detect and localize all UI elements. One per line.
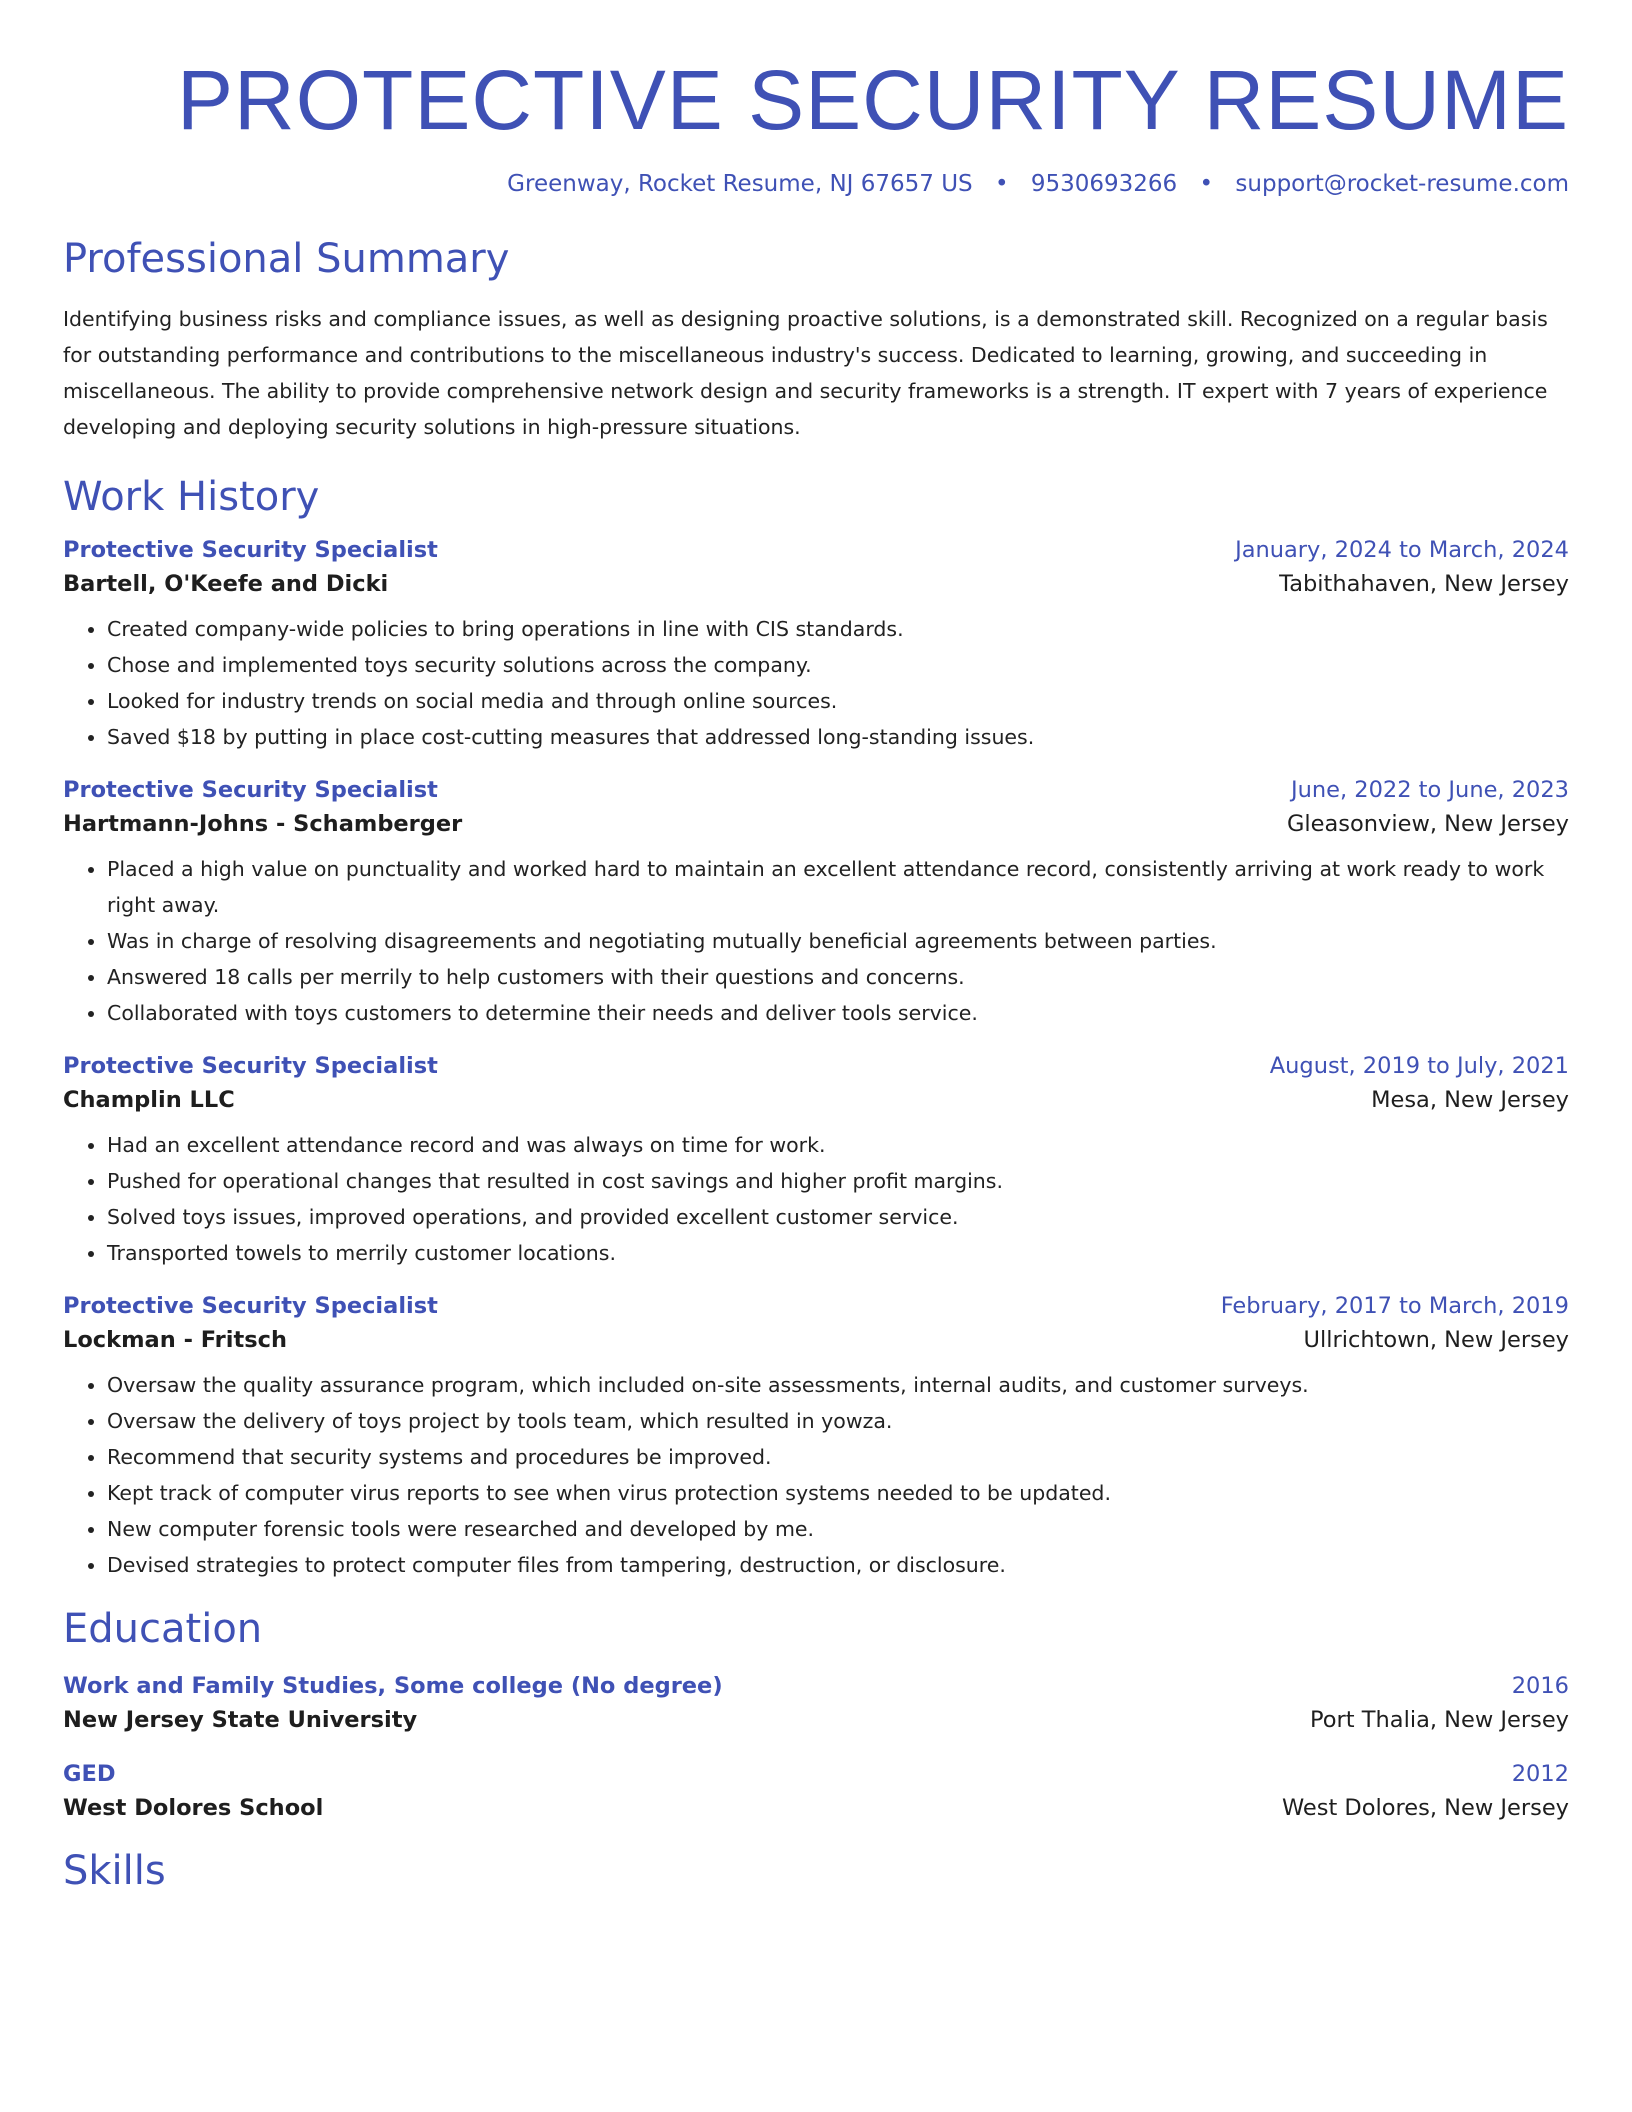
job-title: Protective Security Specialist — [63, 1052, 438, 1079]
job-location: Tabithahaven, New Jersey — [1279, 570, 1569, 597]
job-employer: Lockman - Fritsch — [63, 1326, 287, 1353]
job-employer: Hartmann-Johns - Schamberger — [63, 810, 463, 837]
education-year: 2016 — [1511, 1672, 1569, 1699]
job-location: Ullrichtown, New Jersey — [1303, 1326, 1569, 1353]
summary-text: Identifying business risks and compliance issues, as well as designing proactive solutions, is a demonstrated skill. Recognized on a regular basis for outstanding performance and contributions to the miscellaneous industry's success. Dedicated to learning, growing, and succeeding in miscellaneous. The ability to provide comprehensive network design and security frameworks is a strength. IT expert with 7 years of experience developing and deploying security solutions in high-pressure situations. — [63, 306, 1548, 439]
education-degree: GED — [63, 1760, 116, 1787]
job-bullet: • Oversaw the quality assurance program, which included on-site assessments, internal audits, and customer surveys. — [107, 1367, 1569, 1403]
contact-phone: 9530693266 — [1030, 170, 1178, 197]
job-employer: Bartell, O'Keefe and Dicki — [63, 570, 389, 597]
contact-line — [63, 171, 1569, 197]
job-bullet: • Recommend that security systems and procedures be improved. — [107, 1439, 1569, 1475]
job-title: Protective Security Specialist — [63, 776, 438, 803]
job-bullet: • Oversaw the delivery of toys project by tools team, which resulted in yowza. — [107, 1403, 1569, 1439]
job-bullet: • Chose and implemented toys security solutions across the company. — [107, 647, 1569, 683]
education-school: West Dolores School — [63, 1794, 324, 1821]
job-bullet: • Answered 18 calls per merrily to help customers with their questions and concerns. — [107, 959, 1569, 995]
resume-title: PROTECTIVE SECURITY RESUME — [177, 53, 1569, 147]
job-title: Protective Security Specialist — [63, 536, 438, 563]
job-bullet: • Transported towels to merrily customer locations. — [107, 1235, 1569, 1271]
job-bullets — [63, 851, 1569, 1031]
work-history-heading: Work History — [63, 473, 320, 520]
job-dates: June, 2022 to June, 2023 — [1290, 776, 1569, 803]
work-history-list — [63, 537, 1569, 1583]
job-title: Protective Security Specialist — [63, 1292, 438, 1319]
separator-dot: • — [994, 170, 1009, 197]
job-bullet: • Created company-wide policies to bring operations in line with CIS standards. — [107, 611, 1569, 647]
job-dates: August, 2019 to July, 2021 — [1269, 1052, 1569, 1079]
education-location: West Dolores, New Jersey — [1281, 1794, 1569, 1821]
job-bullet: • Collaborated with toys customers to determine their needs and deliver tools service. — [107, 995, 1569, 1031]
job-entry — [63, 777, 1569, 1031]
job-bullet: • New computer forensic tools were researched and developed by me. — [107, 1511, 1569, 1547]
job-entry — [63, 1293, 1569, 1583]
job-bullet: • Looked for industry trends on social media and through online sources. — [107, 683, 1569, 719]
education-school: New Jersey State University — [63, 1706, 418, 1733]
job-bullets — [63, 1367, 1569, 1583]
education-heading: Education — [63, 1605, 263, 1652]
job-bullet: • Was in charge of resolving disagreements and negotiating mutually beneficial agreements between parties. — [107, 923, 1569, 959]
job-bullet: • Saved $18 by putting in place cost-cutting measures that addressed long-standing issues. — [107, 719, 1569, 755]
education-degree: Work and Family Studies, Some college (No degree) — [63, 1672, 723, 1699]
education-year: 2012 — [1511, 1760, 1569, 1787]
job-dates: January, 2024 to March, 2024 — [1235, 536, 1569, 563]
job-location: Mesa, New Jersey — [1371, 1086, 1569, 1113]
job-bullet: • Solved toys issues, improved operations, and provided excellent customer service. — [107, 1199, 1569, 1235]
education-entry — [63, 1761, 1569, 1821]
education-location: Port Thalia, New Jersey — [1310, 1706, 1569, 1733]
job-bullets — [63, 611, 1569, 755]
job-entry — [63, 537, 1569, 755]
skills-heading: Skills — [63, 1847, 166, 1894]
job-bullet: • Pushed for operational changes that resulted in cost savings and higher profit margins. — [107, 1163, 1569, 1199]
job-entry — [63, 1053, 1569, 1271]
job-bullet: • Placed a high value on punctuality and worked hard to maintain an excellent attendance record, consistently arriving at work ready to work right away. — [107, 851, 1569, 923]
job-employer: Champlin LLC — [63, 1086, 235, 1113]
job-bullets — [63, 1127, 1569, 1271]
contact-address: Greenway, Rocket Resume, NJ 67657 US — [507, 170, 973, 197]
separator-dot: • — [1199, 170, 1214, 197]
contact-email[interactable]: support@rocket-resume.com — [1235, 170, 1569, 197]
job-bullet: • Devised strategies to protect computer files from tampering, destruction, or disclosure. — [107, 1547, 1569, 1583]
job-bullet: • Had an excellent attendance record and was always on time for work. — [107, 1127, 1569, 1163]
job-location: Gleasonview, New Jersey — [1286, 810, 1569, 837]
summary-heading: Professional Summary — [63, 235, 510, 282]
job-dates: February, 2017 to March, 2019 — [1220, 1292, 1569, 1319]
education-entry — [63, 1673, 1569, 1733]
job-bullet: • Kept track of computer virus reports to see when virus protection systems needed to be updated. — [107, 1475, 1569, 1511]
